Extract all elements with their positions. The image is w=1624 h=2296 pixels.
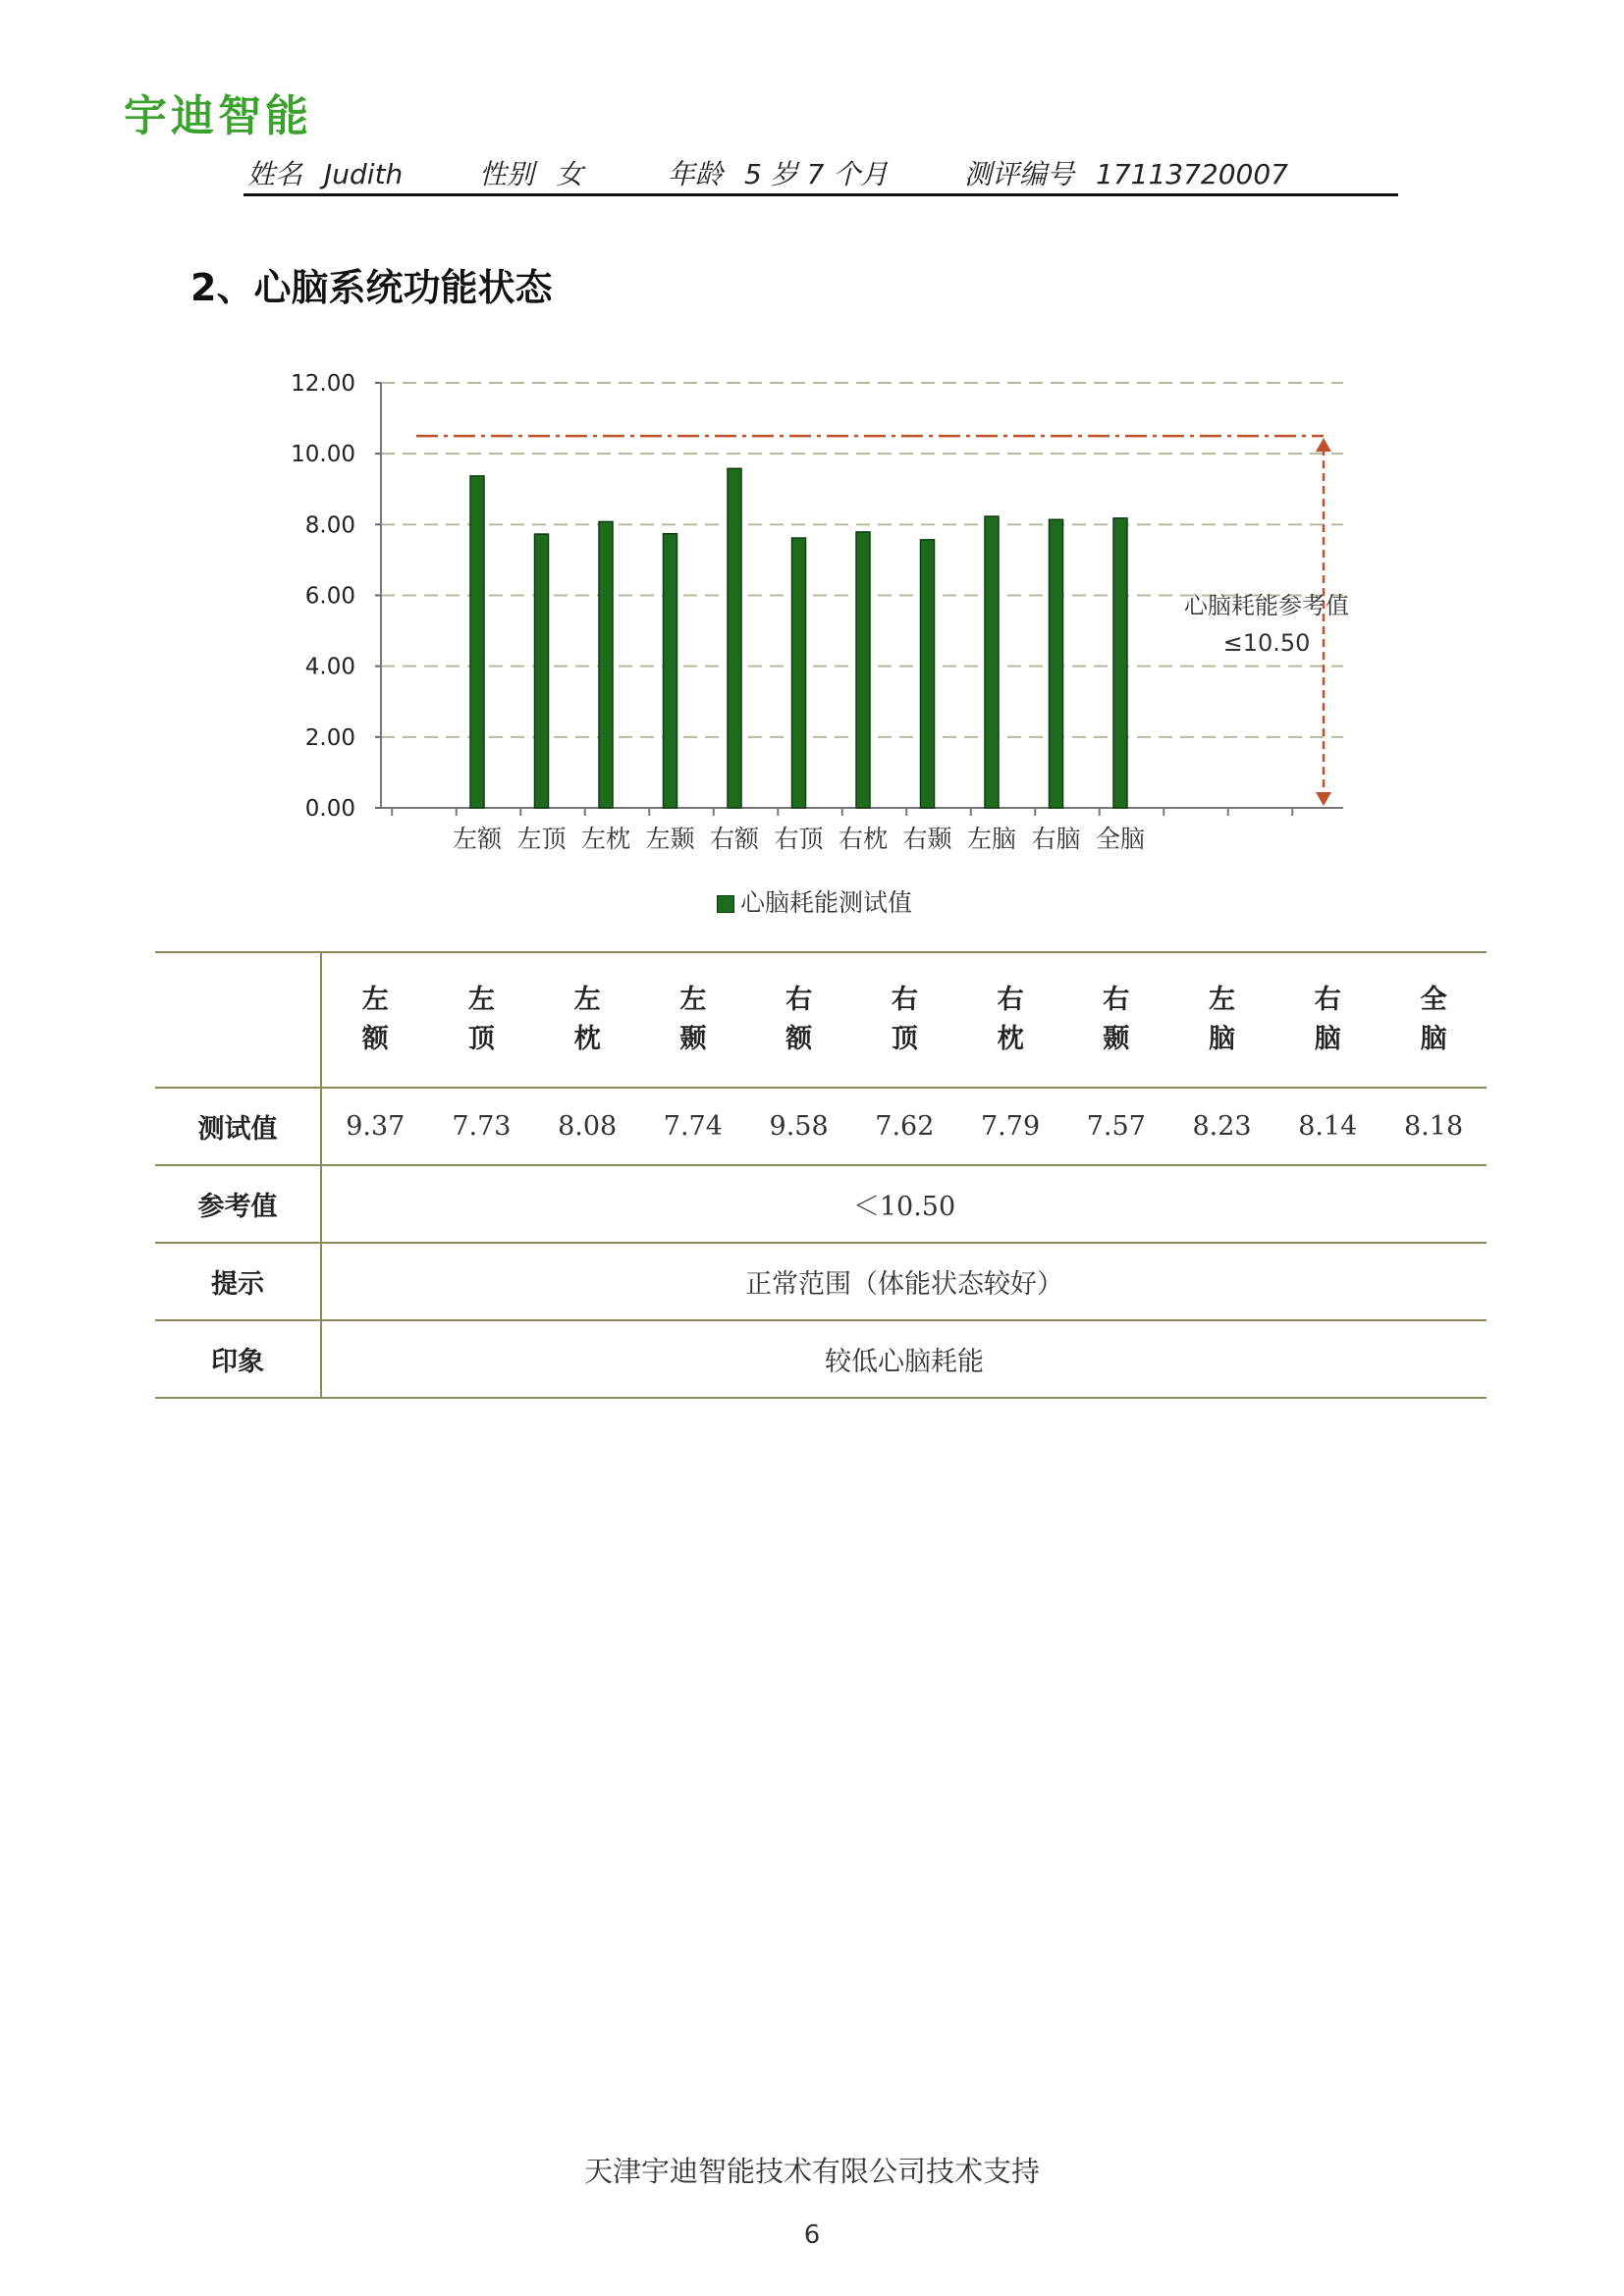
bar (1050, 519, 1063, 808)
reference-note-line2: ≤10.50 (1222, 629, 1311, 657)
hint-row (155, 1243, 1487, 1320)
test-value-cell: 8.14 (1274, 1088, 1380, 1165)
test-value-label: 测试值 (155, 1088, 321, 1165)
x-tick-label: 左颞 (645, 825, 695, 853)
x-tick-label: 右枕 (838, 825, 889, 853)
header-gender (479, 153, 583, 192)
header-cell: 左 顶 (429, 952, 535, 1088)
y-tick-label: 6.00 (304, 583, 355, 610)
header-age (668, 153, 888, 192)
y-tick-label: 8.00 (304, 512, 355, 539)
x-tick-label: 左枕 (580, 825, 631, 853)
test-value-row (155, 1088, 1487, 1165)
reference-note (1168, 587, 1365, 662)
x-tick-label: 右额 (709, 825, 760, 853)
table-corner-cell (155, 952, 321, 1088)
y-tick-label: 10.00 (291, 442, 355, 468)
x-tick-label: 右顶 (774, 825, 824, 853)
bar (728, 468, 741, 808)
test-value-cell: 7.57 (1063, 1088, 1169, 1165)
gender-label: 性别 (479, 158, 535, 190)
header-cell: 右 脑 (1274, 952, 1380, 1088)
header-divider (244, 193, 1398, 196)
header-cell: 左 枕 (534, 952, 640, 1088)
y-tick-label: 4.00 (304, 654, 355, 680)
x-tick-label: 右脑 (1031, 825, 1081, 853)
gender-value: 女 (556, 158, 584, 190)
bar (1113, 518, 1127, 808)
y-tick-label: 2.00 (304, 724, 355, 751)
x-tick-label: 右颞 (902, 825, 952, 853)
header-cell: 全 脑 (1380, 952, 1487, 1088)
y-tick-label: 12.00 (291, 371, 355, 397)
legend-swatch (717, 895, 734, 913)
test-value-cell: 8.08 (534, 1088, 640, 1165)
impression-value: 较低心脑耗能 (321, 1320, 1487, 1398)
header-cell: 左 额 (321, 952, 429, 1088)
x-tick-label: 左脑 (966, 825, 1017, 853)
reference-arrow-head-down (1316, 792, 1331, 806)
header-cell: 右 颞 (1063, 952, 1169, 1088)
bar (792, 538, 806, 808)
test-value-cell: 7.62 (851, 1088, 957, 1165)
legend-label: 心脑耗能测试值 (740, 888, 913, 917)
chart-legend (717, 883, 912, 919)
impression-row (155, 1320, 1487, 1398)
bar (664, 534, 677, 808)
page-number: 6 (803, 2220, 821, 2250)
name-value: Judith (324, 158, 404, 190)
table-header-row (155, 952, 1487, 1088)
id-value: 17113720007 (1096, 158, 1288, 190)
reference-note-line1: 心脑耗能参考值 (1184, 592, 1349, 619)
x-tick-label: 左额 (452, 825, 503, 853)
results-table (155, 951, 1487, 1399)
x-tick-label: 左顶 (516, 825, 567, 853)
id-label: 测评编号 (964, 158, 1075, 190)
header-cell: 右 枕 (957, 952, 1063, 1088)
bar (535, 534, 549, 808)
hint-label: 提示 (155, 1243, 321, 1320)
bar (921, 540, 935, 808)
company-logo: 宇迪智能 (124, 91, 312, 141)
test-value-cell: 9.58 (746, 1088, 852, 1165)
reference-value: ＜10.50 (321, 1165, 1487, 1243)
age-value: 5 岁 7 个月 (744, 158, 889, 190)
x-tick-label: 全脑 (1095, 825, 1146, 853)
bar (856, 532, 870, 808)
age-label: 年龄 (668, 158, 724, 190)
header-cell: 右 顶 (851, 952, 957, 1088)
header-cell: 左 颞 (640, 952, 746, 1088)
test-value-cell: 7.73 (429, 1088, 535, 1165)
header-name (247, 153, 403, 192)
test-value-cell: 7.79 (957, 1088, 1063, 1165)
reference-arrow-head-up (1316, 438, 1331, 452)
impression-label: 印象 (155, 1320, 321, 1398)
section-title: 2、心脑系统功能状态 (190, 266, 553, 309)
header-id (964, 153, 1288, 192)
bar (985, 516, 999, 808)
test-value-cell: 8.23 (1169, 1088, 1275, 1165)
bar (599, 521, 613, 808)
header-cell: 左 脑 (1169, 952, 1275, 1088)
footer-text: 天津宇迪智能技术有限公司技术支持 (583, 2155, 1040, 2188)
hint-value: 正常范围（体能状态较好） (321, 1243, 1487, 1320)
bar (470, 476, 484, 808)
test-value-cell: 9.37 (321, 1088, 429, 1165)
test-value-cell: 8.18 (1380, 1088, 1487, 1165)
test-value-cell: 7.74 (640, 1088, 746, 1165)
name-label: 姓名 (247, 158, 303, 190)
reference-label: 参考值 (155, 1165, 321, 1243)
header-cell: 右 额 (746, 952, 852, 1088)
y-tick-label: 0.00 (304, 796, 355, 822)
reference-row (155, 1165, 1487, 1243)
